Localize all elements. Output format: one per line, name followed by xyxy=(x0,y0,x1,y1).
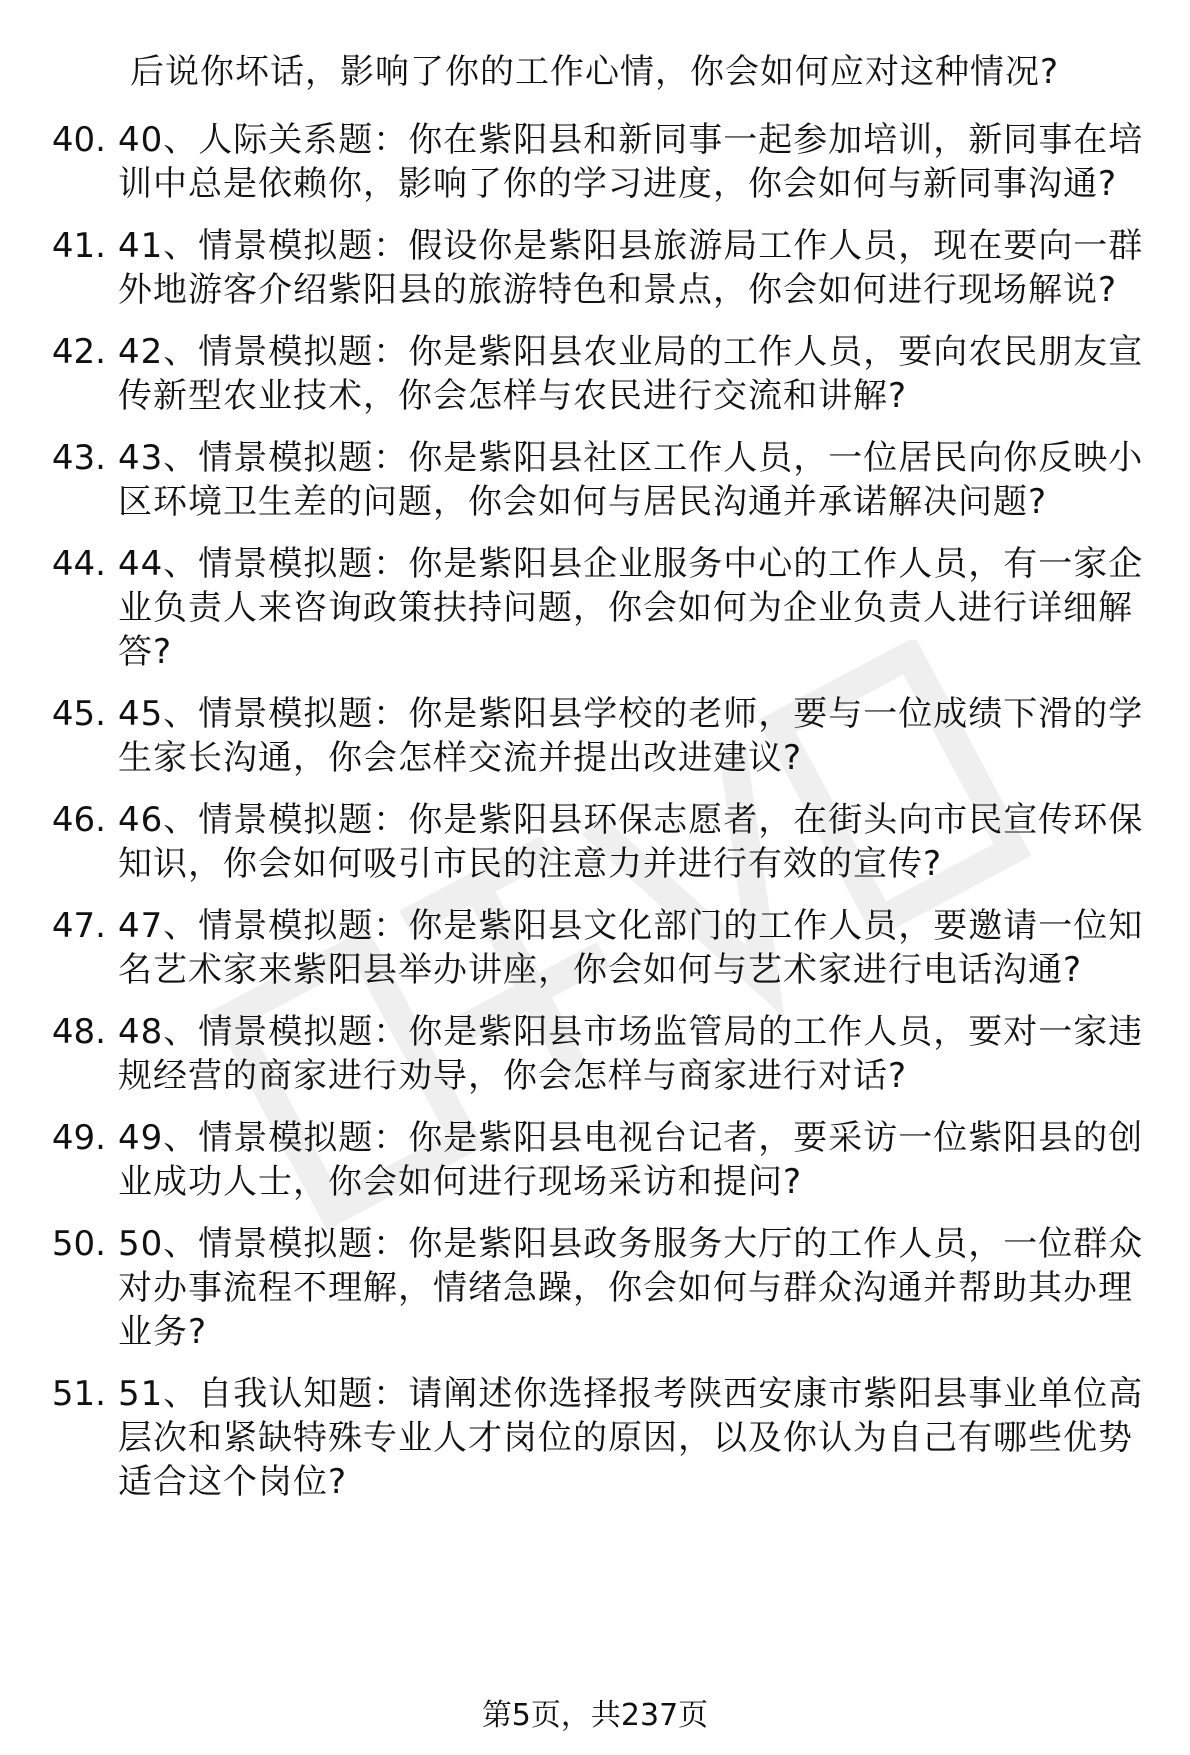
list-item xyxy=(0,1010,1190,1098)
question-number: 42. xyxy=(51,332,106,372)
question-text: 46、情景模拟题：你是紫阳县环保志愿者，在街头向市民宣传环保知识，你会如何吸引市民的注意力并进行有效的宣传? xyxy=(118,800,1144,884)
question-number: 47. xyxy=(51,906,106,946)
question-number: 44. xyxy=(51,544,106,584)
list-item xyxy=(0,798,1190,886)
list-item xyxy=(0,542,1190,674)
question-number: 49. xyxy=(51,1118,106,1158)
question-list xyxy=(0,118,1190,1522)
list-item xyxy=(0,692,1190,780)
question-text: 47、情景模拟题：你是紫阳县文化部门的工作人员，要邀请一位知名艺术家来紫阳县举办讲座，你会如何与艺术家进行电话沟通? xyxy=(118,906,1144,990)
question-text: 48、情景模拟题：你是紫阳县市场监管局的工作人员，要对一家违规经营的商家进行劝导，你会怎样与商家进行对话? xyxy=(118,1012,1144,1096)
question-text: 40、人际关系题：你在紫阳县和新同事一起参加培训，新同事在培训中总是依赖你，影响了你的学习进度，你会如何与新同事沟通? xyxy=(118,120,1144,204)
question-number: 45. xyxy=(51,694,106,734)
question-text: 51、自我认知题：请阐述你选择报考陕西安康市紫阳县事业单位高层次和紧缺特殊专业人才岗位的原因，以及你认为自己有哪些优势适合这个岗位? xyxy=(118,1374,1144,1502)
question-number: 40. xyxy=(51,120,106,160)
question-number: 43. xyxy=(51,438,106,478)
list-item xyxy=(0,436,1190,524)
question-number: 48. xyxy=(51,1012,106,1052)
question-number: 46. xyxy=(51,800,106,840)
question-text: 49、情景模拟题：你是紫阳县电视台记者，要采访一位紫阳县的创业成功人士，你会如何进行现场采访和提问? xyxy=(118,1118,1144,1202)
page-footer: 第5页，共237页 xyxy=(481,1698,709,1733)
question-text: 45、情景模拟题：你是紫阳县学校的老师，要与一位成绩下滑的学生家长沟通，你会怎样交流并提出改进建议? xyxy=(118,694,1144,778)
list-item xyxy=(0,224,1190,312)
question-text: 50、情景模拟题：你是紫阳县政务服务大厅的工作人员，一位群众对办事流程不理解，情绪急躁，你会如何与群众沟通并帮助其办理业务? xyxy=(118,1224,1144,1352)
question-text: 42、情景模拟题：你是紫阳县农业局的工作人员，要向农民朋友宣传新型农业技术，你会怎样与农民进行交流和讲解? xyxy=(118,332,1144,416)
question-number: 50. xyxy=(51,1224,106,1264)
list-item xyxy=(0,330,1190,418)
question-number: 41. xyxy=(51,226,106,266)
list-item xyxy=(0,1116,1190,1204)
list-item xyxy=(0,1222,1190,1354)
question-number: 51. xyxy=(51,1374,106,1414)
question-text: 41、情景模拟题：假设你是紫阳县旅游局工作人员，现在要向一群外地游客介绍紫阳县的旅游特色和景点，你会如何进行现场解说? xyxy=(118,226,1144,310)
continuation-text: 后说你坏话，影响了你的工作心情，你会如何应对这种情况? xyxy=(130,52,1060,92)
question-text: 43、情景模拟题：你是紫阳县社区工作人员，一位居民向你反映小区环境卫生差的问题，你会如何与居民沟通并承诺解决问题? xyxy=(118,438,1144,522)
question-text: 44、情景模拟题：你是紫阳县企业服务中心的工作人员，有一家企业负责人来咨询政策扶持问题，你会如何为企业负责人进行详细解答? xyxy=(118,544,1144,672)
list-item xyxy=(0,904,1190,992)
list-item xyxy=(0,118,1190,206)
list-item xyxy=(0,1372,1190,1504)
